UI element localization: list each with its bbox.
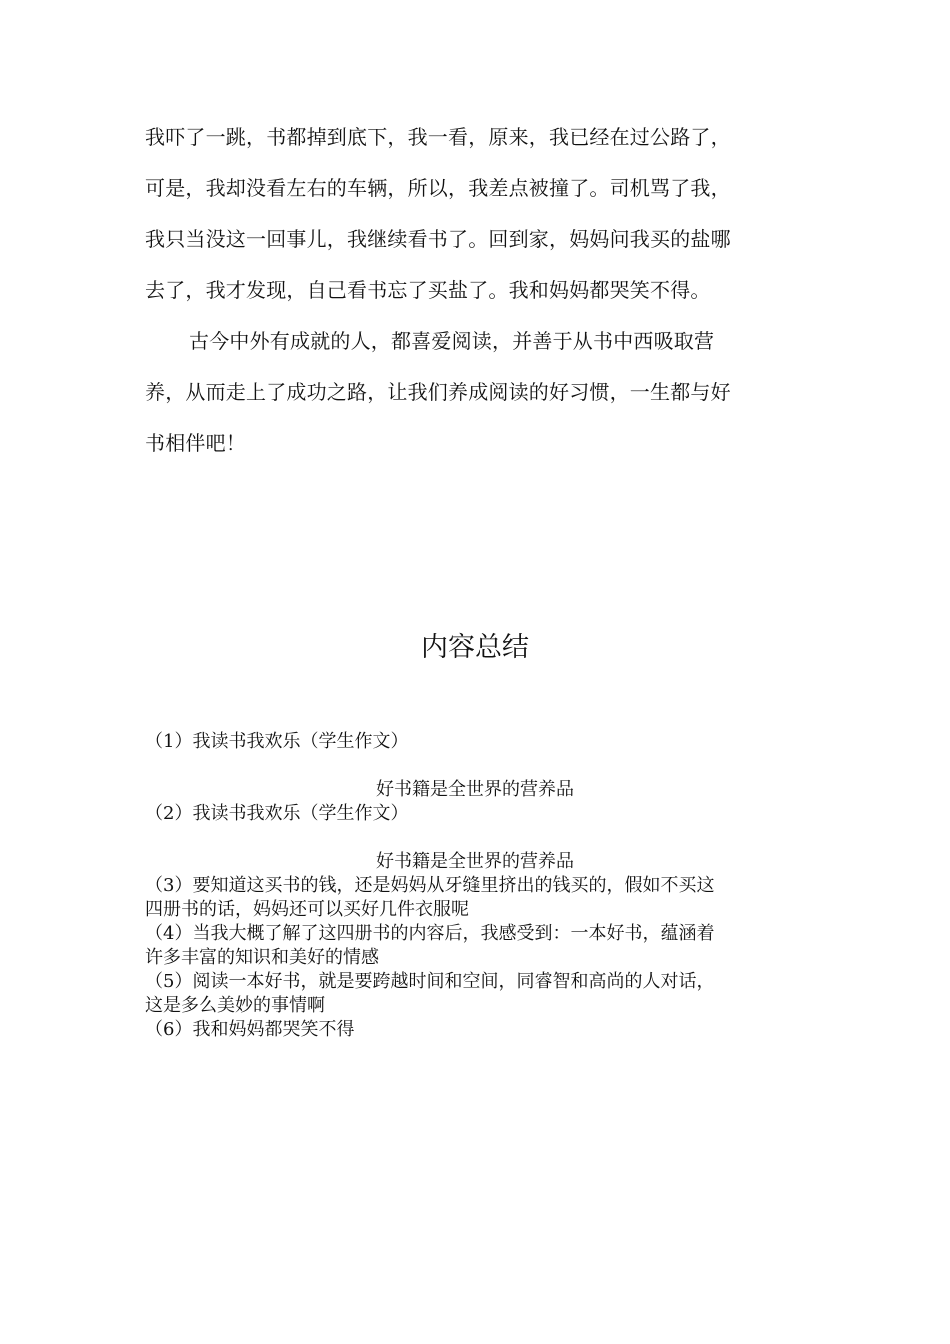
- summary-subtitle: 好书籍是全世界的营养品: [376, 779, 574, 800]
- summary-item: （4）当我大概了解了这四册书的内容后，我感受到：一本好书，蕴涵着: [145, 923, 715, 944]
- summary-title: 内容总结: [421, 632, 529, 663]
- summary-item: （5）阅读一本好书，就是要跨越时间和空间，同睿智和高尚的人对话，: [145, 971, 715, 992]
- summary-subtitle: 好书籍是全世界的营养品: [376, 851, 574, 872]
- spacer: [145, 754, 805, 778]
- essay-line: 可是，我却没看左右的车辆，所以，我差点被撞了。司机骂了我，: [145, 176, 731, 200]
- summary-list: [145, 730, 805, 1042]
- summary-item: （1）我读书我欢乐（学生作文）: [145, 731, 409, 752]
- summary-item: （6）我和妈妈都哭笑不得: [145, 1019, 355, 1040]
- summary-item: 四册书的话，妈妈还可以买好几件衣服呢: [145, 899, 469, 920]
- summary-item: （3）要知道这买书的钱，还是妈妈从牙缝里挤出的钱买的，假如不买这: [145, 875, 715, 896]
- summary-item: 许多丰富的知识和美好的情感: [145, 947, 379, 968]
- essay-line: 书相伴吧！: [145, 431, 246, 455]
- summary-item: 这是多么美妙的事情啊: [145, 995, 325, 1016]
- essay-line: 去了，我才发现，自己看书忘了买盐了。我和妈妈都哭笑不得。: [145, 278, 711, 302]
- essay-line: 我吓了一跳，书都掉到底下，我一看，原来，我已经在过公路了，: [145, 125, 731, 149]
- spacer: [145, 826, 805, 850]
- summary-item: （2）我读书我欢乐（学生作文）: [145, 803, 409, 824]
- essay-line: 古今中外有成就的人，都喜爱阅读，并善于从书中西吸取营: [189, 329, 715, 353]
- essay-line: 养，从而走上了成功之路，让我们养成阅读的好习惯，一生都与好: [145, 380, 731, 404]
- essay-line: 我只当没这一回事儿，我继续看书了。回到家，妈妈问我买的盐哪: [145, 227, 731, 251]
- essay-body: [145, 112, 805, 469]
